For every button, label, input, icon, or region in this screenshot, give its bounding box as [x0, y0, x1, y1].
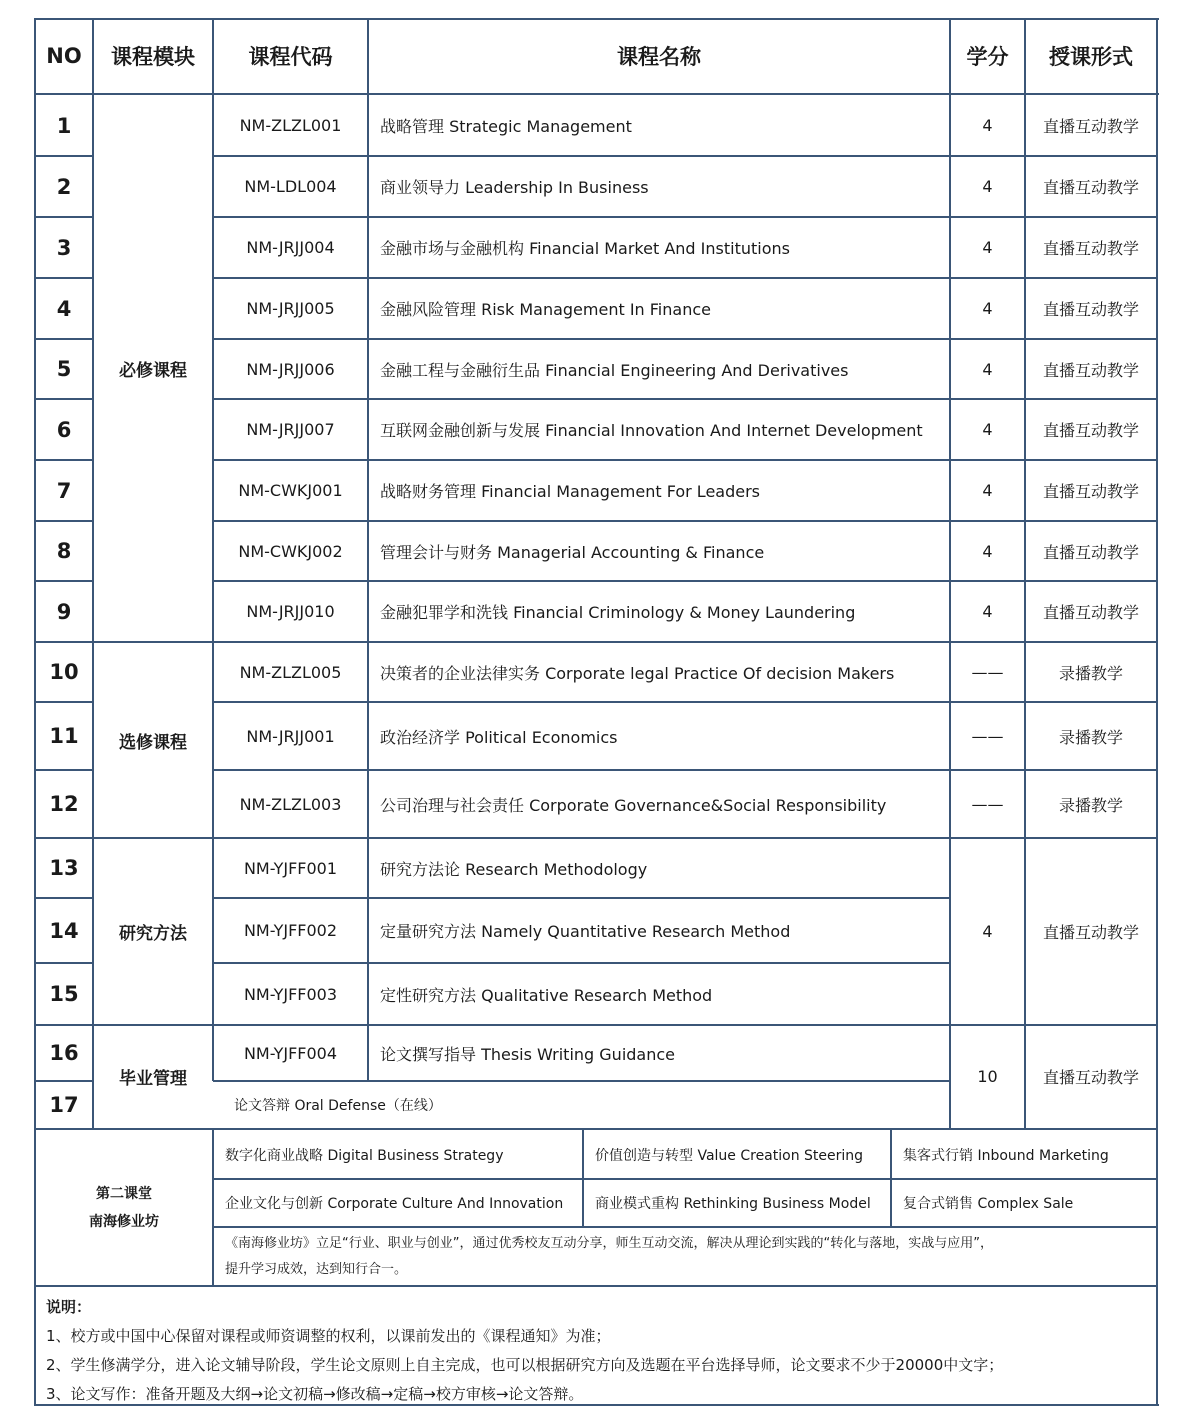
grid-line — [35, 641, 93, 643]
course-name-oral-defense: 论文答辩 Oral Defense（在线） — [234, 1097, 442, 1114]
teaching-mode: 直播互动教学 — [1042, 482, 1139, 501]
grid-line — [213, 338, 1157, 340]
row-number: 1 — [56, 113, 72, 138]
grid-line — [213, 1024, 1157, 1026]
course-credit: 4 — [982, 238, 993, 257]
second-classroom-course: 复合式销售 Complex Sale — [903, 1196, 1074, 1212]
row-number: 11 — [49, 724, 79, 748]
grid-line — [35, 459, 93, 461]
course-name: 战略管理 Strategic Management — [380, 117, 632, 136]
row-number: 2 — [56, 174, 72, 199]
row-number: 9 — [56, 599, 72, 624]
course-code: NM-JRJJ004 — [246, 238, 335, 257]
grid-line — [213, 155, 1157, 157]
course-name: 金融犯罪学和洗钱 Financial Criminology & Money Laundering — [380, 603, 856, 622]
row-number: 8 — [56, 539, 72, 563]
course-code: NM-CWKJ001 — [238, 481, 343, 500]
graduation-credit: 10 — [977, 1067, 998, 1086]
second-classroom-title — [35, 1130, 213, 1286]
grid-line — [35, 520, 93, 522]
teaching-mode: 录播教学 — [1058, 727, 1123, 747]
grid-line — [35, 1080, 93, 1082]
second-classroom-course: 企业文化与创新 Corporate Culture And Innovation — [225, 1196, 564, 1212]
grid-line — [93, 1024, 213, 1026]
grid-line — [213, 580, 1157, 582]
note-item: 2、学生修满学分，进入论文辅导阶段，学生论文原则上自主完成，也可以根据研究方向及选题在平台选择导师，论文要求不少于20000中文字； — [46, 1356, 1004, 1374]
note-item: 3、论文写作：准备开题及大纲→论文初稿→修改稿→定稿→校方审核→论文答辩。 — [46, 1385, 584, 1403]
course-code: NM-YJFF001 — [243, 858, 338, 878]
notes-title: 说明： — [46, 1298, 92, 1316]
second-classroom-course: 价值创造与转型 Value Creation Steering — [595, 1147, 864, 1164]
course-name: 管理会计与财务 Managerial Accounting & Finance — [380, 542, 765, 562]
course-name: 论文撰写指导 Thesis Writing Guidance — [380, 1044, 676, 1064]
grid-line — [35, 155, 93, 157]
module-graduation: 毕业管理 — [119, 1069, 187, 1089]
header-module: 课程模块 — [111, 45, 195, 69]
header-code: 课程代码 — [248, 45, 333, 69]
grid-line — [35, 1024, 93, 1026]
grid-line — [213, 1178, 1157, 1180]
grid-line — [93, 641, 213, 643]
grid-line — [213, 1226, 1157, 1228]
grid-line — [35, 338, 93, 340]
course-credit: 4 — [982, 359, 993, 379]
module-required: 必修课程 — [119, 361, 187, 381]
row-number: 3 — [56, 235, 72, 260]
grid-line — [213, 277, 1157, 279]
course-code: NM-YJFF003 — [243, 984, 338, 1004]
description-line1: 《南海修业坊》立足“行业、职业与创业”，通过优秀校友互动分享，师生互动交流，解决从理论到实践的“转化与落地，实战与应用”， — [225, 1235, 993, 1251]
grid-line — [35, 769, 93, 771]
grid-line — [213, 641, 1157, 643]
teaching-mode: 直播互动教学 — [1042, 360, 1139, 380]
course-name: 定性研究方法 Qualitative Research Method — [380, 985, 713, 1005]
grid-line — [213, 897, 950, 899]
course-name: 研究方法论 Research Methodology — [380, 859, 648, 879]
header-mode: 授课形式 — [1049, 45, 1133, 69]
row-number: 12 — [49, 792, 79, 816]
course-name: 公司治理与社会责任 Corporate Governance&Social Responsibility — [380, 795, 887, 815]
module-elective: 选修课程 — [119, 732, 187, 753]
course-name: 互联网金融创新与发展 Financial Innovation And Internet Development — [380, 421, 923, 440]
grid-line — [1156, 19, 1158, 1406]
grid-line — [367, 19, 369, 1081]
grid-line — [213, 769, 1157, 771]
second-classroom-course: 商业模式重构 Rethinking Business Model — [595, 1196, 871, 1212]
second-classroom-course: 数字化商业战略 Digital Business Strategy — [225, 1147, 504, 1164]
grid-line — [35, 837, 93, 839]
course-name: 决策者的企业法律实务 Corporate legal Practice Of decision Makers — [380, 663, 895, 683]
course-name: 政治经济学 Political Economics — [380, 727, 618, 747]
grid-line — [34, 18, 1159, 20]
grid-line — [890, 1129, 892, 1227]
course-credit: 4 — [982, 420, 993, 439]
graduation-mode: 直播互动教学 — [1042, 1068, 1139, 1087]
grid-line — [35, 216, 93, 218]
course-code: NM-ZLZL003 — [239, 794, 342, 814]
grid-line — [213, 962, 950, 964]
grid-line — [582, 1129, 584, 1227]
teaching-mode: 录播教学 — [1058, 795, 1123, 815]
header-name: 课程名称 — [617, 45, 701, 69]
course-code: NM-YJFF004 — [243, 1043, 338, 1063]
grid-line — [35, 277, 93, 279]
grid-line — [212, 19, 214, 1081]
teaching-mode: 直播互动教学 — [1042, 603, 1139, 622]
course-name: 定量研究方法 Namely Quantitative Research Method — [380, 922, 791, 941]
course-name: 战略财务管理 Financial Management For Leaders — [380, 482, 761, 501]
description-line2: 提升学习成效，达到知行合一。 — [225, 1261, 408, 1277]
course-credit: 4 — [982, 602, 993, 621]
course-code: NM-JRJJ006 — [246, 359, 335, 379]
course-name: 金融风险管理 Risk Management In Finance — [380, 300, 711, 319]
course-code: NM-JRJJ001 — [246, 726, 335, 746]
row-number: 4 — [56, 296, 72, 321]
course-credit: 4 — [982, 541, 993, 561]
course-credit: 4 — [982, 481, 993, 500]
row-number: 15 — [49, 982, 79, 1006]
module-research: 研究方法 — [119, 924, 187, 944]
row-number: 7 — [56, 478, 72, 503]
course-code: NM-JRJJ005 — [246, 299, 335, 318]
grid-line — [34, 1404, 1159, 1406]
teaching-mode: 直播互动教学 — [1042, 421, 1139, 440]
row-number: 6 — [56, 417, 72, 442]
second-classroom-course: 集客式行销 Inbound Marketing — [903, 1147, 1109, 1164]
grid-line — [35, 701, 93, 703]
course-name: 金融工程与金融衍生品 Financial Engineering And Derivatives — [380, 360, 849, 380]
header-no: NO — [46, 44, 82, 68]
grid-line — [1024, 19, 1026, 1129]
teaching-mode: 直播互动教学 — [1042, 117, 1139, 136]
row-number: 10 — [49, 660, 79, 684]
second-classroom-description — [213, 1227, 1157, 1286]
grid-line — [92, 19, 94, 1129]
second-classroom-title-line2: 南海修业坊 — [89, 1214, 159, 1230]
course-code: NM-ZLZL005 — [239, 662, 342, 682]
grid-line — [213, 1080, 950, 1082]
course-name: 商业领导力 Leadership In Business — [380, 178, 649, 197]
grid-line — [213, 459, 1157, 461]
grid-line — [35, 962, 93, 964]
course-code: NM-CWKJ002 — [238, 541, 343, 561]
grid-line — [93, 837, 213, 839]
grid-line — [213, 398, 1157, 400]
grid-line — [213, 837, 1157, 839]
course-credit: —— — [971, 726, 1004, 746]
row-number: 5 — [56, 357, 72, 381]
teaching-mode: 直播互动教学 — [1042, 239, 1139, 258]
grid-line — [35, 1285, 1157, 1287]
grid-line — [35, 398, 93, 400]
grid-line — [35, 897, 93, 899]
teaching-mode: 直播互动教学 — [1042, 178, 1139, 197]
teaching-mode: 录播教学 — [1058, 663, 1123, 683]
grid-line — [949, 19, 951, 1129]
teaching-mode: 直播互动教学 — [1042, 542, 1139, 562]
course-code: NM-JRJJ007 — [246, 420, 335, 439]
second-classroom-title-line1: 第二课堂 — [96, 1186, 152, 1202]
row-number: 17 — [49, 1092, 79, 1117]
course-credit: 4 — [982, 177, 993, 196]
row-number: 14 — [49, 918, 79, 943]
grid-line — [35, 1128, 1157, 1130]
row-number: 16 — [49, 1041, 79, 1065]
header-credit: 学分 — [966, 45, 1009, 69]
course-credit: —— — [971, 794, 1004, 814]
course-credit: —— — [971, 662, 1004, 682]
course-name: 金融市场与金融机构 Financial Market And Institutions — [380, 239, 790, 258]
research-mode: 直播互动教学 — [1042, 923, 1139, 942]
note-item: 1、校方或中国中心保留对课程或师资调整的权利，以课前发出的《课程通知》为准； — [46, 1327, 611, 1345]
grid-line — [213, 701, 1157, 703]
course-code: NM-ZLZL001 — [239, 116, 342, 135]
course-code: NM-JRJJ010 — [246, 602, 335, 621]
research-credit: 4 — [982, 922, 993, 941]
row-number: 13 — [49, 856, 79, 880]
grid-line — [34, 19, 36, 1406]
grid-line — [212, 1129, 214, 1286]
teaching-mode: 直播互动教学 — [1042, 300, 1139, 319]
course-code: NM-LDL004 — [244, 177, 337, 196]
grid-line — [213, 216, 1157, 218]
course-credit: 4 — [982, 116, 993, 135]
grid-line — [35, 580, 93, 582]
course-code: NM-YJFF002 — [243, 921, 338, 940]
grid-line — [213, 520, 1157, 522]
grid-line — [34, 93, 1159, 95]
course-credit: 4 — [982, 299, 993, 318]
